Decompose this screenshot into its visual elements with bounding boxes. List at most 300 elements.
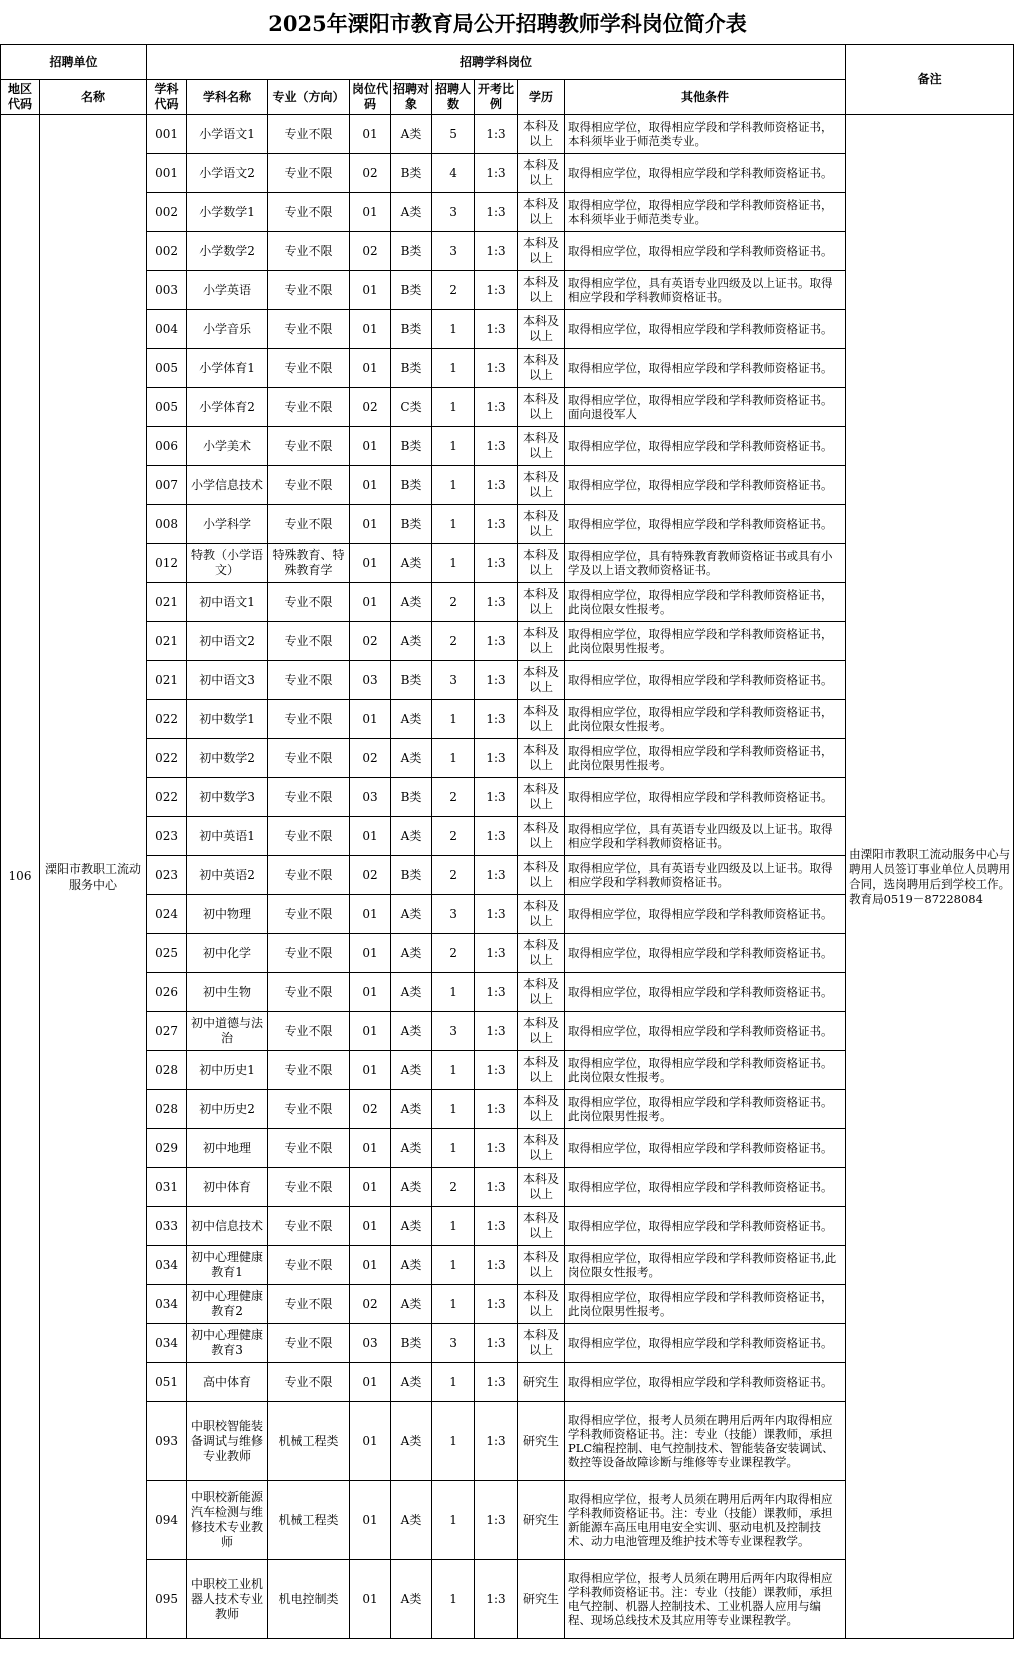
subject-code-cell: 012 bbox=[147, 544, 187, 583]
post-code-cell: 01 bbox=[350, 1012, 391, 1051]
major-cell: 专业不限 bbox=[268, 271, 350, 310]
header-region-code: 地区代码 bbox=[1, 80, 40, 115]
ratio-cell: 1:3 bbox=[475, 193, 518, 232]
header-ratio: 开考比例 bbox=[475, 80, 518, 115]
subject-name-cell: 初中生物 bbox=[187, 973, 268, 1012]
conditions-cell: 取得相应学位，取得相应学段和学科教师资格证书，此岗位限男性报考。 bbox=[565, 622, 846, 661]
conditions-cell: 取得相应学位，具有英语专业四级及以上证书。取得相应学段和学科教师资格证书。 bbox=[565, 271, 846, 310]
subject-code-cell: 002 bbox=[147, 232, 187, 271]
target-cell: A类 bbox=[391, 934, 432, 973]
subject-name-cell: 高中体育 bbox=[187, 1363, 268, 1402]
education-cell: 本科及以上 bbox=[518, 1324, 565, 1363]
conditions-cell: 取得相应学位，取得相应学段和学科教师资格证书。 bbox=[565, 1207, 846, 1246]
subject-name-cell: 小学科学 bbox=[187, 505, 268, 544]
ratio-cell: 1:3 bbox=[475, 700, 518, 739]
subject-code-cell: 008 bbox=[147, 505, 187, 544]
education-cell: 本科及以上 bbox=[518, 1051, 565, 1090]
post-code-cell: 01 bbox=[350, 1363, 391, 1402]
major-cell: 专业不限 bbox=[268, 427, 350, 466]
conditions-cell: 取得相应学位，取得相应学段和学科教师资格证书，本科须毕业于师范类专业。 bbox=[565, 193, 846, 232]
major-cell: 专业不限 bbox=[268, 661, 350, 700]
post-code-cell: 03 bbox=[350, 1324, 391, 1363]
conditions-cell: 取得相应学位，报考人员须在聘用后两年内取得相应学科教师资格证书。注：专业（技能）课教师，承担电气控制、机器人控制技术、工业机器人应用与编程、现场总线技术及其应用等专业课程教学。 bbox=[565, 1560, 846, 1639]
target-cell: A类 bbox=[391, 817, 432, 856]
education-cell: 本科及以上 bbox=[518, 973, 565, 1012]
conditions-cell: 取得相应学位，取得相应学段和学科教师资格证书。 bbox=[565, 154, 846, 193]
ratio-cell: 1:3 bbox=[475, 1246, 518, 1285]
post-code-cell: 01 bbox=[350, 466, 391, 505]
count-cell: 2 bbox=[432, 271, 475, 310]
subject-name-cell: 小学语文2 bbox=[187, 154, 268, 193]
conditions-cell: 取得相应学位，取得相应学段和学科教师资格证书，此岗位限男性报考。 bbox=[565, 1285, 846, 1324]
education-cell: 本科及以上 bbox=[518, 1285, 565, 1324]
count-cell: 2 bbox=[432, 622, 475, 661]
ratio-cell: 1:3 bbox=[475, 1481, 518, 1560]
count-cell: 2 bbox=[432, 856, 475, 895]
major-cell: 机械工程类 bbox=[268, 1481, 350, 1560]
subject-name-cell: 小学英语 bbox=[187, 271, 268, 310]
major-cell: 专业不限 bbox=[268, 1324, 350, 1363]
subject-name-cell: 中职校智能装备调试与维修专业教师 bbox=[187, 1402, 268, 1481]
post-code-cell: 01 bbox=[350, 1402, 391, 1481]
major-cell: 专业不限 bbox=[268, 700, 350, 739]
header-education: 学历 bbox=[518, 80, 565, 115]
count-cell: 1 bbox=[432, 466, 475, 505]
subject-name-cell: 特教（小学语文） bbox=[187, 544, 268, 583]
education-cell: 本科及以上 bbox=[518, 310, 565, 349]
ratio-cell: 1:3 bbox=[475, 1129, 518, 1168]
count-cell: 1 bbox=[432, 1246, 475, 1285]
subject-code-cell: 029 bbox=[147, 1129, 187, 1168]
post-code-cell: 01 bbox=[350, 583, 391, 622]
subject-code-cell: 026 bbox=[147, 973, 187, 1012]
post-code-cell: 03 bbox=[350, 661, 391, 700]
education-cell: 本科及以上 bbox=[518, 466, 565, 505]
major-cell: 专业不限 bbox=[268, 1012, 350, 1051]
subject-name-cell: 小学数学2 bbox=[187, 232, 268, 271]
conditions-cell: 取得相应学位，取得相应学段和学科教师资格证书，此岗位限女性报考。 bbox=[565, 700, 846, 739]
conditions-cell: 取得相应学位，报考人员须在聘用后两年内取得相应学科教师资格证书。注：专业（技能）课教师，承担PLC编程控制、电气控制技术、智能装备安装调试、数控等设备故障诊断与维修等专业课程教学。 bbox=[565, 1402, 846, 1481]
ratio-cell: 1:3 bbox=[475, 1324, 518, 1363]
target-cell: A类 bbox=[391, 1481, 432, 1560]
subject-code-cell: 027 bbox=[147, 1012, 187, 1051]
table-row bbox=[1, 115, 1014, 154]
subject-code-cell: 005 bbox=[147, 349, 187, 388]
major-cell: 专业不限 bbox=[268, 1090, 350, 1129]
subject-code-cell: 001 bbox=[147, 154, 187, 193]
subject-code-cell: 095 bbox=[147, 1560, 187, 1639]
post-code-cell: 01 bbox=[350, 544, 391, 583]
education-cell: 本科及以上 bbox=[518, 817, 565, 856]
subject-code-cell: 023 bbox=[147, 856, 187, 895]
subject-name-cell: 初中历史2 bbox=[187, 1090, 268, 1129]
subject-code-cell: 022 bbox=[147, 700, 187, 739]
major-cell: 专业不限 bbox=[268, 1207, 350, 1246]
count-cell: 1 bbox=[432, 973, 475, 1012]
target-cell: A类 bbox=[391, 1402, 432, 1481]
post-code-cell: 02 bbox=[350, 232, 391, 271]
post-code-cell: 01 bbox=[350, 310, 391, 349]
conditions-cell: 取得相应学位，取得相应学段和学科教师资格证书。 bbox=[565, 895, 846, 934]
major-cell: 专业不限 bbox=[268, 778, 350, 817]
subject-code-cell: 031 bbox=[147, 1168, 187, 1207]
subject-name-cell: 中职校工业机器人技术专业教师 bbox=[187, 1560, 268, 1639]
subject-code-cell: 093 bbox=[147, 1402, 187, 1481]
post-code-cell: 01 bbox=[350, 193, 391, 232]
count-cell: 2 bbox=[432, 778, 475, 817]
subject-code-cell: 023 bbox=[147, 817, 187, 856]
education-cell: 本科及以上 bbox=[518, 349, 565, 388]
post-code-cell: 01 bbox=[350, 934, 391, 973]
target-cell: C类 bbox=[391, 388, 432, 427]
post-code-cell: 02 bbox=[350, 856, 391, 895]
education-cell: 本科及以上 bbox=[518, 895, 565, 934]
target-cell: B类 bbox=[391, 427, 432, 466]
education-cell: 本科及以上 bbox=[518, 544, 565, 583]
subject-name-cell: 初中英语2 bbox=[187, 856, 268, 895]
subject-name-cell: 小学语文1 bbox=[187, 115, 268, 154]
major-cell: 专业不限 bbox=[268, 154, 350, 193]
ratio-cell: 1:3 bbox=[475, 739, 518, 778]
count-cell: 3 bbox=[432, 1012, 475, 1051]
header-row-top bbox=[1, 45, 1014, 80]
count-cell: 1 bbox=[432, 1285, 475, 1324]
subject-name-cell: 初中物理 bbox=[187, 895, 268, 934]
target-cell: B类 bbox=[391, 778, 432, 817]
target-cell: B类 bbox=[391, 505, 432, 544]
subject-code-cell: 028 bbox=[147, 1090, 187, 1129]
target-cell: A类 bbox=[391, 544, 432, 583]
education-cell: 本科及以上 bbox=[518, 934, 565, 973]
subject-name-cell: 小学体育1 bbox=[187, 349, 268, 388]
subject-code-cell: 051 bbox=[147, 1363, 187, 1402]
count-cell: 3 bbox=[432, 193, 475, 232]
conditions-cell: 取得相应学位，取得相应学段和学科教师资格证书。 bbox=[565, 934, 846, 973]
header-major: 专业（方向） bbox=[268, 80, 350, 115]
major-cell: 专业不限 bbox=[268, 310, 350, 349]
count-cell: 1 bbox=[432, 310, 475, 349]
ratio-cell: 1:3 bbox=[475, 583, 518, 622]
post-code-cell: 02 bbox=[350, 154, 391, 193]
ratio-cell: 1:3 bbox=[475, 271, 518, 310]
major-cell: 专业不限 bbox=[268, 1285, 350, 1324]
post-code-cell: 03 bbox=[350, 778, 391, 817]
target-cell: B类 bbox=[391, 856, 432, 895]
subject-name-cell: 初中数学1 bbox=[187, 700, 268, 739]
subject-name-cell: 小学音乐 bbox=[187, 310, 268, 349]
remark-cell: 由溧阳市教职工流动服务中心与聘用人员签订事业单位人员聘用合同，选岗聘用后到学校工作。教育局0519－87228084 bbox=[846, 115, 1014, 1639]
subject-code-cell: 021 bbox=[147, 583, 187, 622]
major-cell: 专业不限 bbox=[268, 193, 350, 232]
major-cell: 专业不限 bbox=[268, 466, 350, 505]
post-code-cell: 01 bbox=[350, 1481, 391, 1560]
count-cell: 1 bbox=[432, 349, 475, 388]
count-cell: 1 bbox=[432, 1129, 475, 1168]
ratio-cell: 1:3 bbox=[475, 310, 518, 349]
post-code-cell: 01 bbox=[350, 973, 391, 1012]
count-cell: 1 bbox=[432, 1560, 475, 1639]
conditions-cell: 取得相应学位，具有特殊教育教师资格证书或具有小学及以上语文教师资格证书。 bbox=[565, 544, 846, 583]
header-target: 招聘对象 bbox=[391, 80, 432, 115]
subject-name-cell: 初中化学 bbox=[187, 934, 268, 973]
subject-code-cell: 021 bbox=[147, 661, 187, 700]
major-cell: 专业不限 bbox=[268, 739, 350, 778]
conditions-cell: 取得相应学位，取得相应学段和学科教师资格证书。面向退役军人 bbox=[565, 388, 846, 427]
count-cell: 1 bbox=[432, 427, 475, 466]
major-cell: 专业不限 bbox=[268, 856, 350, 895]
subject-name-cell: 小学信息技术 bbox=[187, 466, 268, 505]
ratio-cell: 1:3 bbox=[475, 817, 518, 856]
subject-code-cell: 025 bbox=[147, 934, 187, 973]
conditions-cell: 取得相应学位，取得相应学段和学科教师资格证书。此岗位限女性报考。 bbox=[565, 1051, 846, 1090]
conditions-cell: 取得相应学位，取得相应学段和学科教师资格证书。 bbox=[565, 778, 846, 817]
count-cell: 1 bbox=[432, 1363, 475, 1402]
major-cell: 机电控制类 bbox=[268, 1560, 350, 1639]
post-code-cell: 02 bbox=[350, 739, 391, 778]
post-code-cell: 01 bbox=[350, 1051, 391, 1090]
conditions-cell: 取得相应学位，取得相应学段和学科教师资格证书。 bbox=[565, 973, 846, 1012]
target-cell: A类 bbox=[391, 115, 432, 154]
major-cell: 专业不限 bbox=[268, 115, 350, 154]
subject-name-cell: 小学美术 bbox=[187, 427, 268, 466]
post-code-cell: 01 bbox=[350, 1246, 391, 1285]
target-cell: B类 bbox=[391, 1324, 432, 1363]
target-cell: A类 bbox=[391, 1285, 432, 1324]
target-cell: A类 bbox=[391, 1207, 432, 1246]
subject-name-cell: 初中语文2 bbox=[187, 622, 268, 661]
subject-name-cell: 初中语文1 bbox=[187, 583, 268, 622]
ratio-cell: 1:3 bbox=[475, 1168, 518, 1207]
conditions-cell: 取得相应学位，取得相应学段和学科教师资格证书，此岗位限男性报考。 bbox=[565, 739, 846, 778]
subject-code-cell: 034 bbox=[147, 1246, 187, 1285]
major-cell: 专业不限 bbox=[268, 232, 350, 271]
ratio-cell: 1:3 bbox=[475, 1207, 518, 1246]
target-cell: B类 bbox=[391, 271, 432, 310]
ratio-cell: 1:3 bbox=[475, 154, 518, 193]
major-cell: 专业不限 bbox=[268, 1129, 350, 1168]
conditions-cell: 取得相应学位，取得相应学段和学科教师资格证书。 bbox=[565, 1012, 846, 1051]
ratio-cell: 1:3 bbox=[475, 427, 518, 466]
post-code-cell: 01 bbox=[350, 349, 391, 388]
ratio-cell: 1:3 bbox=[475, 973, 518, 1012]
education-cell: 研究生 bbox=[518, 1560, 565, 1639]
ratio-cell: 1:3 bbox=[475, 1012, 518, 1051]
post-code-cell: 01 bbox=[350, 1560, 391, 1639]
subject-name-cell: 初中心理健康教育2 bbox=[187, 1285, 268, 1324]
education-cell: 本科及以上 bbox=[518, 427, 565, 466]
education-cell: 本科及以上 bbox=[518, 154, 565, 193]
subject-code-cell: 034 bbox=[147, 1324, 187, 1363]
subject-name-cell: 中职校新能源汽车检测与维修技术专业教师 bbox=[187, 1481, 268, 1560]
conditions-cell: 取得相应学位，取得相应学段和学科教师资格证书。 bbox=[565, 349, 846, 388]
ratio-cell: 1:3 bbox=[475, 622, 518, 661]
post-code-cell: 02 bbox=[350, 1090, 391, 1129]
conditions-cell: 取得相应学位，取得相应学段和学科教师资格证书。 bbox=[565, 661, 846, 700]
target-cell: A类 bbox=[391, 583, 432, 622]
education-cell: 本科及以上 bbox=[518, 1129, 565, 1168]
subject-name-cell: 初中数学3 bbox=[187, 778, 268, 817]
major-cell: 专业不限 bbox=[268, 1051, 350, 1090]
subject-code-cell: 022 bbox=[147, 739, 187, 778]
count-cell: 3 bbox=[432, 232, 475, 271]
conditions-cell: 取得相应学位，取得相应学段和学科教师资格证书。此岗位限男性报考。 bbox=[565, 1090, 846, 1129]
subject-name-cell: 初中历史1 bbox=[187, 1051, 268, 1090]
target-cell: A类 bbox=[391, 739, 432, 778]
count-cell: 1 bbox=[432, 1402, 475, 1481]
subject-name-cell: 初中心理健康教育1 bbox=[187, 1246, 268, 1285]
major-cell: 专业不限 bbox=[268, 973, 350, 1012]
subject-code-cell: 002 bbox=[147, 193, 187, 232]
education-cell: 本科及以上 bbox=[518, 622, 565, 661]
header-position: 招聘学科岗位 bbox=[147, 45, 846, 80]
post-code-cell: 01 bbox=[350, 505, 391, 544]
ratio-cell: 1:3 bbox=[475, 778, 518, 817]
education-cell: 研究生 bbox=[518, 1363, 565, 1402]
subject-name-cell: 初中体育 bbox=[187, 1168, 268, 1207]
subject-code-cell: 001 bbox=[147, 115, 187, 154]
ratio-cell: 1:3 bbox=[475, 1285, 518, 1324]
count-cell: 1 bbox=[432, 1481, 475, 1560]
ratio-cell: 1:3 bbox=[475, 1051, 518, 1090]
target-cell: B类 bbox=[391, 349, 432, 388]
post-code-cell: 01 bbox=[350, 1207, 391, 1246]
subject-code-cell: 004 bbox=[147, 310, 187, 349]
major-cell: 专业不限 bbox=[268, 349, 350, 388]
major-cell: 专业不限 bbox=[268, 388, 350, 427]
target-cell: A类 bbox=[391, 1168, 432, 1207]
conditions-cell: 取得相应学位，具有英语专业四级及以上证书。取得相应学段和学科教师资格证书。 bbox=[565, 817, 846, 856]
count-cell: 4 bbox=[432, 154, 475, 193]
header-count: 招聘人数 bbox=[432, 80, 475, 115]
education-cell: 研究生 bbox=[518, 1481, 565, 1560]
post-code-cell: 01 bbox=[350, 700, 391, 739]
count-cell: 2 bbox=[432, 1168, 475, 1207]
post-code-cell: 01 bbox=[350, 1168, 391, 1207]
target-cell: B类 bbox=[391, 661, 432, 700]
ratio-cell: 1:3 bbox=[475, 1560, 518, 1639]
header-post-code: 岗位代码 bbox=[350, 80, 391, 115]
major-cell: 专业不限 bbox=[268, 583, 350, 622]
education-cell: 本科及以上 bbox=[518, 583, 565, 622]
major-cell: 专业不限 bbox=[268, 934, 350, 973]
conditions-cell: 取得相应学位，取得相应学段和学科教师资格证书。 bbox=[565, 427, 846, 466]
conditions-cell: 取得相应学位，取得相应学段和学科教师资格证书。 bbox=[565, 505, 846, 544]
major-cell: 专业不限 bbox=[268, 622, 350, 661]
subject-name-cell: 初中道德与法治 bbox=[187, 1012, 268, 1051]
ratio-cell: 1:3 bbox=[475, 505, 518, 544]
ratio-cell: 1:3 bbox=[475, 388, 518, 427]
subject-name-cell: 小学数学1 bbox=[187, 193, 268, 232]
target-cell: A类 bbox=[391, 622, 432, 661]
count-cell: 3 bbox=[432, 895, 475, 934]
subject-name-cell: 初中信息技术 bbox=[187, 1207, 268, 1246]
subject-code-cell: 094 bbox=[147, 1481, 187, 1560]
ratio-cell: 1:3 bbox=[475, 544, 518, 583]
post-code-cell: 02 bbox=[350, 1285, 391, 1324]
header-unit: 招聘单位 bbox=[1, 45, 147, 80]
conditions-cell: 取得相应学位，取得相应学段和学科教师资格证书。 bbox=[565, 1363, 846, 1402]
conditions-cell: 取得相应学位，取得相应学段和学科教师资格证书。 bbox=[565, 232, 846, 271]
target-cell: A类 bbox=[391, 700, 432, 739]
table-body bbox=[1, 115, 1014, 1639]
target-cell: A类 bbox=[391, 895, 432, 934]
header-name: 名称 bbox=[40, 80, 147, 115]
count-cell: 5 bbox=[432, 115, 475, 154]
target-cell: A类 bbox=[391, 1246, 432, 1285]
subject-name-cell: 初中英语1 bbox=[187, 817, 268, 856]
target-cell: A类 bbox=[391, 1090, 432, 1129]
ratio-cell: 1:3 bbox=[475, 895, 518, 934]
subject-code-cell: 033 bbox=[147, 1207, 187, 1246]
page-title: 2025年溧阳市教育局公开招聘教师学科岗位简介表 bbox=[268, 11, 747, 36]
post-code-cell: 02 bbox=[350, 388, 391, 427]
post-code-cell: 01 bbox=[350, 1129, 391, 1168]
ratio-cell: 1:3 bbox=[475, 1090, 518, 1129]
education-cell: 本科及以上 bbox=[518, 1012, 565, 1051]
count-cell: 1 bbox=[432, 1207, 475, 1246]
ratio-cell: 1:3 bbox=[475, 856, 518, 895]
conditions-cell: 取得相应学位，具有英语专业四级及以上证书。取得相应学段和学科教师资格证书。 bbox=[565, 856, 846, 895]
education-cell: 本科及以上 bbox=[518, 1168, 565, 1207]
education-cell: 本科及以上 bbox=[518, 388, 565, 427]
post-code-cell: 02 bbox=[350, 622, 391, 661]
target-cell: A类 bbox=[391, 1051, 432, 1090]
education-cell: 本科及以上 bbox=[518, 1246, 565, 1285]
ratio-cell: 1:3 bbox=[475, 661, 518, 700]
recruitment-table-wrapper bbox=[0, 44, 1015, 1639]
target-cell: B类 bbox=[391, 310, 432, 349]
target-cell: A类 bbox=[391, 973, 432, 1012]
count-cell: 3 bbox=[432, 661, 475, 700]
target-cell: B类 bbox=[391, 232, 432, 271]
header-subject-name: 学科名称 bbox=[187, 80, 268, 115]
education-cell: 本科及以上 bbox=[518, 700, 565, 739]
target-cell: B类 bbox=[391, 466, 432, 505]
count-cell: 1 bbox=[432, 544, 475, 583]
education-cell: 本科及以上 bbox=[518, 778, 565, 817]
conditions-cell: 取得相应学位，取得相应学段和学科教师资格证书,此岗位限女性报考。 bbox=[565, 1246, 846, 1285]
target-cell: A类 bbox=[391, 1012, 432, 1051]
conditions-cell: 取得相应学位，取得相应学段和学科教师资格证书，此岗位限女性报考。 bbox=[565, 583, 846, 622]
subject-code-cell: 022 bbox=[147, 778, 187, 817]
subject-name-cell: 初中地理 bbox=[187, 1129, 268, 1168]
subject-code-cell: 006 bbox=[147, 427, 187, 466]
education-cell: 本科及以上 bbox=[518, 1207, 565, 1246]
conditions-cell: 取得相应学位，取得相应学段和学科教师资格证书。 bbox=[565, 1129, 846, 1168]
post-code-cell: 01 bbox=[350, 271, 391, 310]
education-cell: 本科及以上 bbox=[518, 193, 565, 232]
count-cell: 1 bbox=[432, 739, 475, 778]
subject-code-cell: 021 bbox=[147, 622, 187, 661]
header-other-conditions: 其他条件 bbox=[565, 80, 846, 115]
major-cell: 专业不限 bbox=[268, 505, 350, 544]
post-code-cell: 01 bbox=[350, 427, 391, 466]
conditions-cell: 取得相应学位，取得相应学段和学科教师资格证书。 bbox=[565, 466, 846, 505]
major-cell: 专业不限 bbox=[268, 817, 350, 856]
subject-code-cell: 024 bbox=[147, 895, 187, 934]
target-cell: A类 bbox=[391, 1129, 432, 1168]
education-cell: 研究生 bbox=[518, 1402, 565, 1481]
post-code-cell: 01 bbox=[350, 115, 391, 154]
conditions-cell: 取得相应学位，取得相应学段和学科教师资格证书。 bbox=[565, 1168, 846, 1207]
major-cell: 特殊教育、特殊教育学 bbox=[268, 544, 350, 583]
ratio-cell: 1:3 bbox=[475, 466, 518, 505]
ratio-cell: 1:3 bbox=[475, 1363, 518, 1402]
ratio-cell: 1:3 bbox=[475, 1402, 518, 1481]
count-cell: 2 bbox=[432, 817, 475, 856]
target-cell: A类 bbox=[391, 1560, 432, 1639]
target-cell: B类 bbox=[391, 154, 432, 193]
